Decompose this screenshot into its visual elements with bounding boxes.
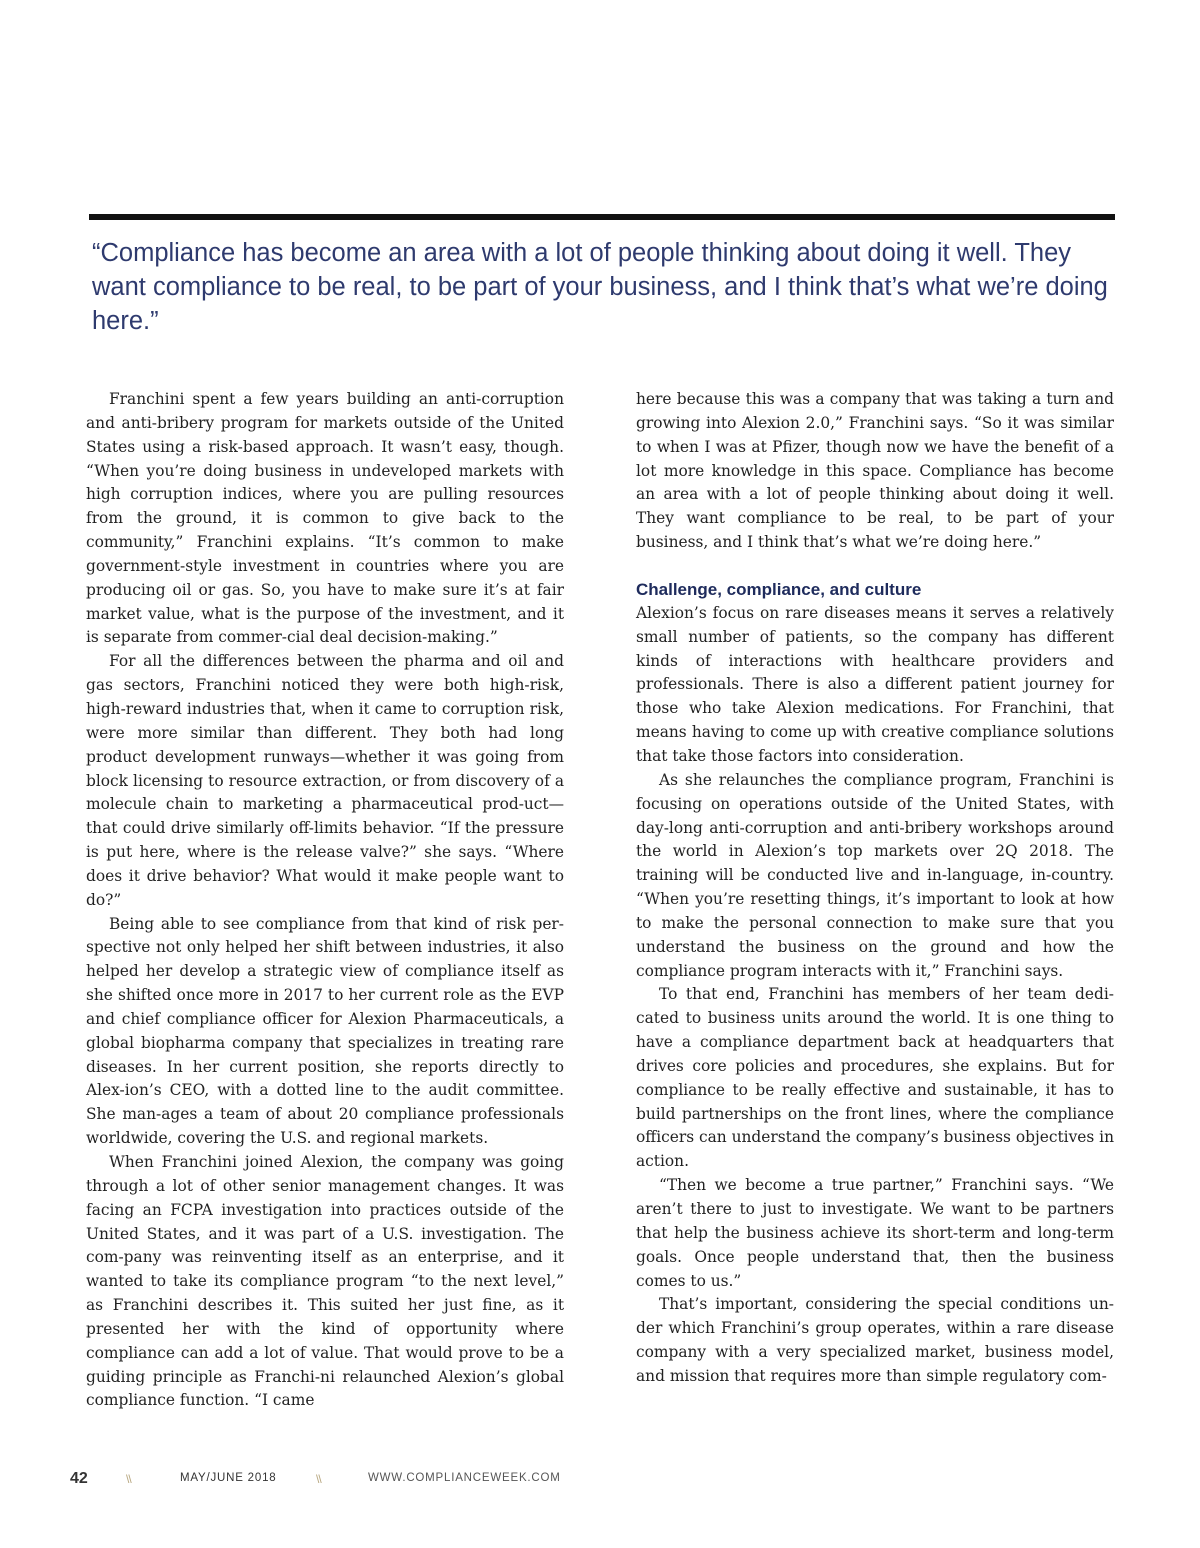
issue-date: MAY/JUNE 2018: [180, 1472, 277, 1484]
pull-quote: “Compliance has become an area with a lot of people thinking about doing it well. They want compliance to be real, to be part of your business, and I think that’s what we’re doing here.”: [92, 239, 1108, 335]
body-paragraph: When Franchini joined Alexion, the company was going through a lot of other senior management changes. It was facing an FCPA investigation into practices outside of the United States, and it was part of a U.S. investigation. The com-pany was reinventing itself as an enterprise, and it wanted to take its compliance program “to the next level,” as Franchini describes it. This suited her just fine, as it presented her with the kind of opportunity where compliance can add a lot of value. That would prove to be a guiding principle as Franchi-ni relaunched Alexion’s global compliance function. “I came: [86, 1153, 564, 1410]
section-heading: Challenge, compliance, and culture: [636, 579, 922, 599]
continued-paragraph: here because this was a company that was taking a turn and growing into Alexion 2.0,” Franchini says. “So it was similar to when I was at Pfizer, though now we have the benefit of a lot more knowledge in this space. Compliance has become an area with a lot of people thinking about doing it well. They want compliance to be real, to be part of your business, and I think that’s what we’re doing here.”: [636, 390, 1114, 552]
website-url: WWW.COMPLIANCEWEEK.COM: [368, 1472, 561, 1484]
footer-separator: \\: [316, 1472, 321, 1486]
body-paragraph: To that end, Franchini has members of her team dedi-cated to business units around the world. It is one thing to have a compliance department back at headquarters that drives core policies and procedures, she explains. But for compliance to be really effective and sustainable, it has to build partnerships on the front lines, where the compliance officers can understand the company’s business objectives in action.: [636, 985, 1114, 1171]
body-paragraph: Being able to see compliance from that kind of risk per-spective not only helped her shift between industries, it also helped her develop a strategic view of compliance itself as she shifted once more in 2017 to her current role as the EVP and chief compliance officer for Alexion Pharmaceuticals, a global biopharma company that specializes in treating rare diseases. In her current position, she reports directly to Alex-ion’s CEO, with a dotted line to the audit committee. She man-ages a team of about 20 compliance professionals worldwide, covering the U.S. and regional markets.: [86, 914, 564, 1148]
body-paragraph: “Then we become a true partner,” Franchini says. “We aren’t there to just to investigate. We want to be partners that help the business achieve its short-term and long-term goals. Once people understand that, then the business comes to us.”: [636, 1176, 1114, 1290]
top-rule: [89, 214, 1115, 220]
body-paragraph: That’s important, considering the special conditions un-der which Franchini’s group operates, within a rare disease company with a very specialized market, business model, and mission that requires more than simple regulatory com-: [636, 1295, 1114, 1385]
footer-separator: \\: [126, 1472, 131, 1486]
left-column: [86, 388, 564, 1413]
page-number: 42: [70, 1470, 88, 1487]
section-lead-paragraph: Alexion’s focus on rare diseases means it serves a relatively small number of patients, so the company has different kinds of interactions with healthcare providers and professionals. There is also a different patient journey for those who take Alexion medications. For Franchini, that means having to come up with creative compliance solutions that take those factors into consideration.: [636, 603, 1114, 765]
body-paragraph: Franchini spent a few years building an anti-corruption and anti-bribery program for markets outside of the United States using a risk-based approach. It wasn’t easy, though. “When you’re doing business in undeveloped markets with high corruption indices, where you are pulling resources from the ground, it is common to give back to the community,” Franchini explains. “It’s common to make government-style investment in countries where you are producing oil or gas. So, you have to make sure it’s at fair market value, what is the purpose of the investment, and it is separate from commer-cial deal decision-making.”: [86, 390, 564, 647]
body-paragraph: As she relaunches the compliance program, Franchini is focusing on operations outside of the United States, with day-long anti-corruption and anti-bribery workshops around the world in Alexion’s top markets over 2Q 2018. The training will be conducted live and in-language, in-country. “When you’re resetting things, it’s important to look at how to make the personal connection to make sure that you understand the business on the ground and how the compliance program interacts with it,” Franchini says.: [636, 770, 1114, 980]
right-column: [636, 388, 1114, 1389]
body-paragraph: For all the differences between the pharma and oil and gas sectors, Franchini noticed they were both high-risk, high-reward industries that, when it came to corruption risk, were more similar than different. They both had long product development runways—whether it was going from block licensing to resource extraction, or from discovery of a molecule chain to marketing a pharmaceutical prod-uct—that could drive similarly off-limits behavior. “If the pressure is put here, where is the release valve?” she says. “Where does it drive behavior? What would it make people want to do?”: [86, 652, 564, 909]
